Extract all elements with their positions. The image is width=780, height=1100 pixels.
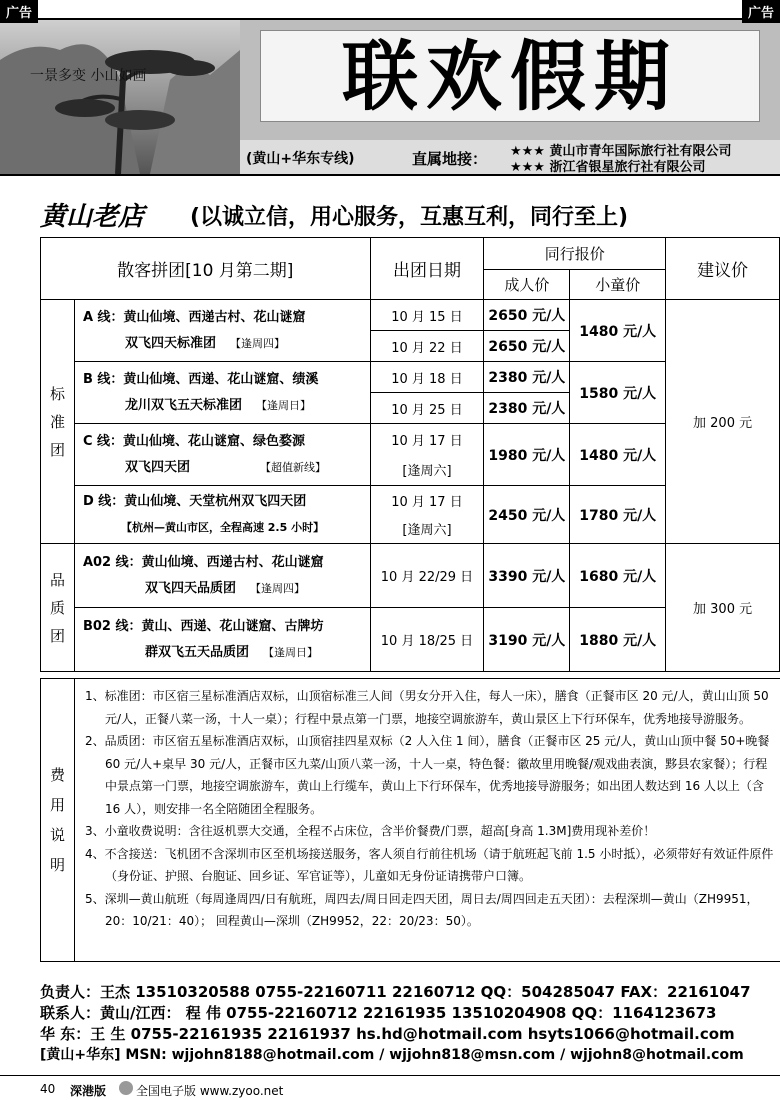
child-c: 1480 元/人	[570, 424, 666, 486]
route-b: B 线：黄山仙境、西递、花山谜窟、绩溪 龙川双飞五天标准团 【逢周日】	[74, 362, 370, 424]
slogan: (以诚立信，用心服务，互惠互利，同行至上)	[190, 205, 629, 230]
route-b02: B02 线：黄山、西递、花山谜窟、古牌坊 群双飞五天品质团 【逢周日】	[74, 608, 370, 672]
adult-d: 2450 元/人	[484, 486, 570, 544]
logo-icon	[119, 1081, 133, 1095]
agency-1: ★★★ 黄山市青年国际旅行社有限公司	[510, 144, 732, 159]
adult-a02: 3390 元/人	[484, 544, 570, 608]
contact-line: 联系人：黄山/江西： 程 伟 0755-22160712 22161935 13510204908 QQ：1164123673	[40, 1004, 717, 1022]
agency-2: ★★★ 浙江省银星旅行社有限公司	[510, 160, 706, 175]
child-b02: 1880 元/人	[570, 608, 666, 672]
direct-label: 直属地接：	[412, 150, 488, 168]
header-subline	[240, 140, 780, 174]
ad-tag-right: 广告	[742, 0, 780, 23]
adult-b02: 3190 元/人	[484, 608, 570, 672]
fee-item: 1、标准团：市区宿三星标准酒店双标，山顶宿标准三人间（男女分开入住，每人一床），膳食（正餐市区 20 元/人，黄山山顶 50 元/人，正餐八菜一汤，十人一桌）；行程中景点第一门票，地接空调旅游车，黄山景区上下行环保车，优秀地接导游服务。	[85, 689, 769, 726]
adult-a-2: 2650 元/人	[484, 331, 570, 362]
route-a: A 线：黄山仙境、西递古村、花山谜窟 双飞四天标准团 【逢周四】	[74, 300, 370, 362]
header-child: 小童价	[570, 270, 666, 300]
fee-item: 3、小童收费说明：含往返机票大交通，全程不占床位，含半价餐费/门票，超高[身高 1.3M]费用现补差价！	[85, 824, 656, 838]
child-a02: 1680 元/人	[570, 544, 666, 608]
fee-item: 2、品质团：市区宿五星标准酒店双标，山顶宿挂四星双标（2 人入住 1 间），膳食（正餐市区 25 元/人，黄山山顶中餐 50+晚餐 60 元/人+桌早 30 元/人，正餐市区九菜/山顶八菜一汤，十人一桌，特色餐：徽故里用晚餐/观戏曲表演，黟县农家餐）；行程中景点第一门票，地接空调旅游车，黄山上行缆车，黄山上下行环保车，优秀地接导游服务；如出团人数达到 16 人以上（含 16 人），则安排一名全陪随团全程服务。	[85, 734, 770, 816]
header-suggest: 建议价	[666, 238, 780, 300]
fee-body	[85, 685, 777, 933]
route-c: C 线：黄山仙境、花山谜窟、绿色婺源 双飞四天团 【超值新线】	[74, 424, 370, 486]
child-a: 1480 元/人	[570, 300, 666, 362]
fee-item: 5、深圳—黄山航班（每周逢周四/日有航班，周四去/周日回走四天团，周日去/周四回走五天团）：去程深圳—黄山（ZH9951，20：10/21：40）； 回程黄山—深圳（ZH9952，22：20/23：50）。	[85, 891, 759, 928]
suggest-standard: 加 200 元	[666, 300, 780, 544]
contacts	[40, 982, 780, 1066]
header-date: 出团日期	[370, 238, 484, 300]
date-a-1: 10 月 15 日	[370, 300, 484, 331]
date-d-1: 10 月 17 日	[370, 486, 484, 515]
huangshan-pine-photo	[0, 20, 240, 174]
photo-calligraphy: 一景多变 小山如画	[30, 68, 147, 84]
edition-label: 深港版	[70, 1084, 107, 1098]
contact-line: [黄山+华东] MSN: wjjohn8188@hotmail.com / wjjohn818@msn.com / wjjohn8@hotmail.com	[40, 1047, 744, 1063]
adult-a-1: 2650 元/人	[484, 300, 570, 331]
adult-b-2: 2380 元/人	[484, 393, 570, 424]
date-d-2: [逢周六]	[370, 515, 484, 544]
category-quality: 品 质 团	[41, 544, 75, 672]
contact-line: 负责人：王杰 13510320588 0755-22160711 22160712 QQ：504285047 FAX：22161047	[40, 983, 751, 1001]
route-a02: A02 线：黄山仙境、西递古村、花山谜窟 双飞四天品质团 【逢周四】	[74, 544, 370, 608]
shop-name: 黄山老店	[40, 202, 145, 232]
fee-item: 4、不含接送：飞机团不含深圳市区至机场接送服务，客人须自行前往机场（请于航班起飞前 1.5 小时抵），必须带好有效证件原件（身份证、护照、台胞证、回乡证、军官证等），儿童如无身份证请携带户口簿。	[85, 846, 774, 883]
adult-c: 1980 元/人	[484, 424, 570, 486]
child-b: 1580 元/人	[570, 362, 666, 424]
footer	[0, 1075, 780, 1100]
fee-label: 费 用 说 明	[41, 679, 75, 961]
date-a02: 10 月 22/29 日	[370, 544, 484, 608]
header-adult: 成人价	[484, 270, 570, 300]
date-a-2: 10 月 22 日	[370, 331, 484, 362]
header-banner	[0, 18, 780, 176]
date-b-1: 10 月 18 日	[370, 362, 484, 393]
price-table	[40, 237, 780, 672]
page-number: 40	[40, 1082, 56, 1096]
ad-tag-left: 广告	[0, 0, 38, 23]
fee-section	[40, 678, 780, 962]
route-label: (黄山+华东专线)	[246, 151, 355, 167]
category-standard: 标 准 团	[41, 300, 75, 544]
national-edition: 全国电子版 www.zyoo.net	[136, 1084, 284, 1098]
date-b02: 10 月 18/25 日	[370, 608, 484, 672]
date-b-2: 10 月 25 日	[370, 393, 484, 424]
adult-b-1: 2380 元/人	[484, 362, 570, 393]
title-box	[240, 20, 780, 140]
header-peer-price: 同行报价	[484, 238, 666, 270]
suggest-quality: 加 300 元	[666, 544, 780, 672]
date-c-2: [逢周六]	[370, 455, 484, 486]
contact-line: 华 东：王 生 0755-22161935 22161937 hs.hd@hotmail.com hsyts1066@hotmail.com	[40, 1025, 735, 1043]
page-title: 联欢假期	[260, 30, 760, 122]
route-d: D 线：黄山仙境、天堂杭州双飞四天团 【杭州—黄山市区，全程高速 2.5 小时】	[74, 486, 370, 544]
child-d: 1780 元/人	[570, 486, 666, 544]
date-c-1: 10 月 17 日	[370, 424, 484, 455]
header-group: 散客拼团[10 月第二期]	[41, 238, 371, 300]
